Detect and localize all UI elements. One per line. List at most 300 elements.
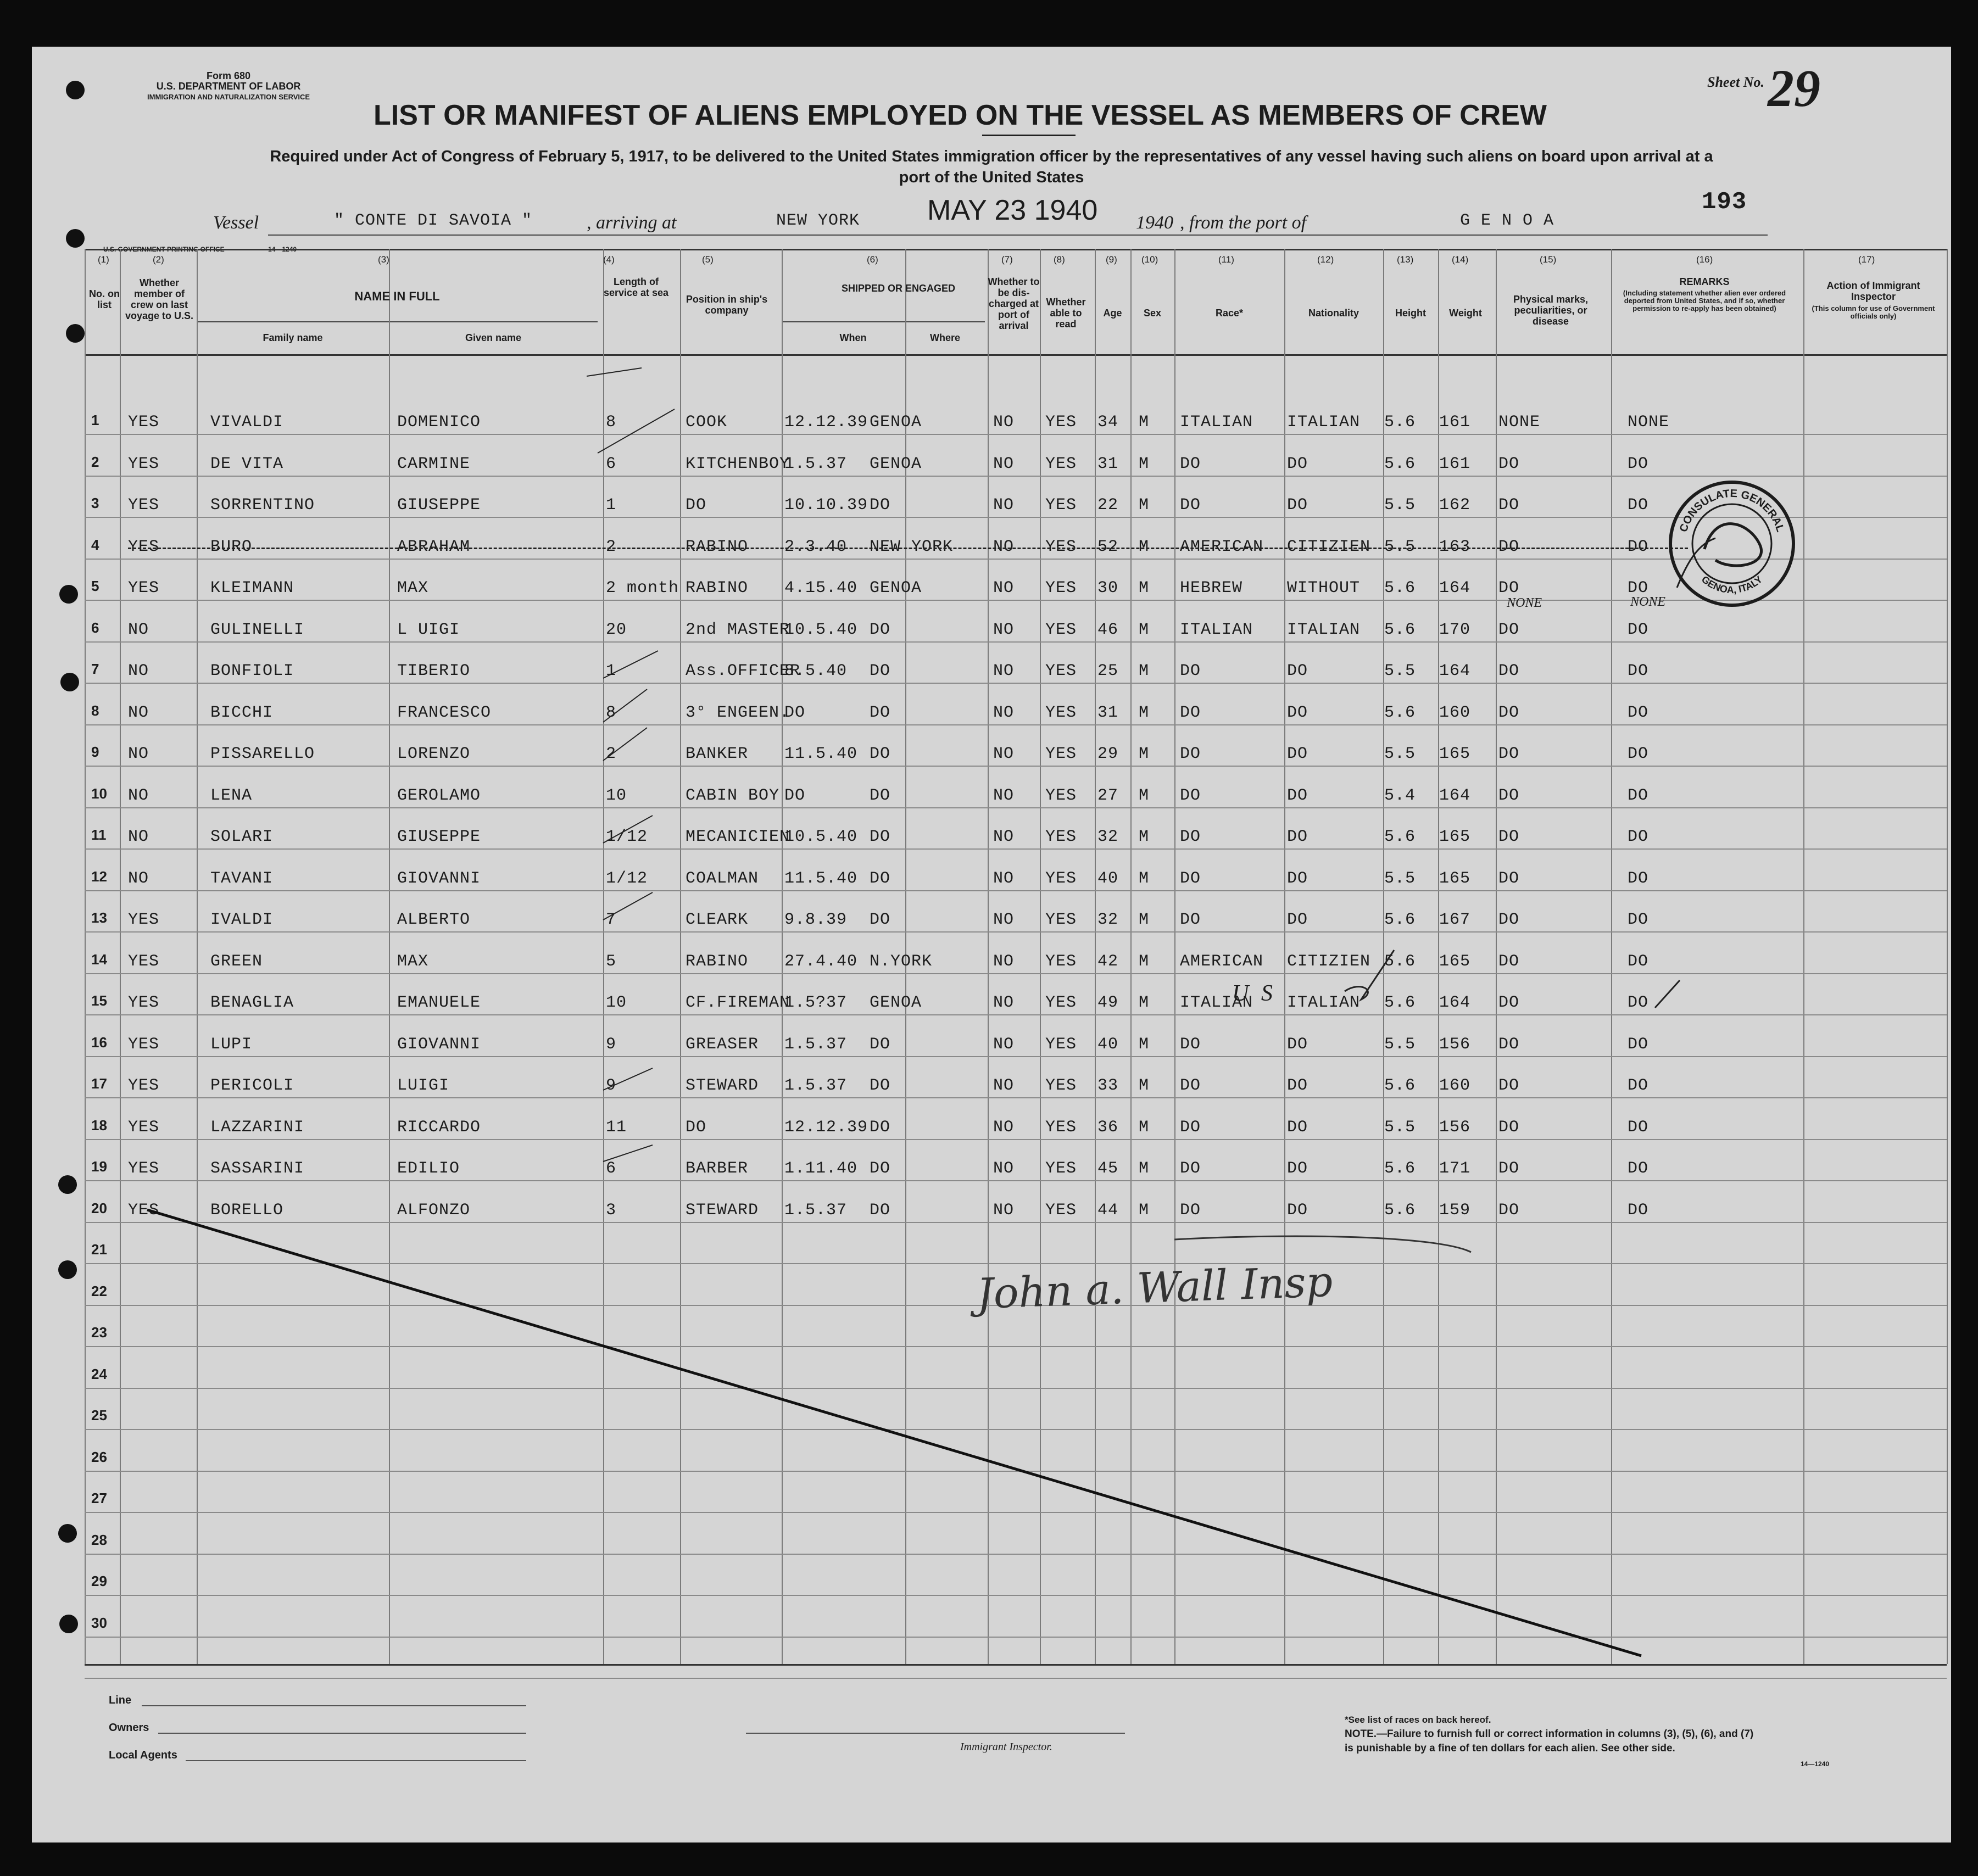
physical-marks-cell: DO [1498,662,1520,680]
given-name-cell: EDILIO [397,1159,460,1178]
crew-member-cell: YES [128,579,160,598]
subtitle-line-2: port of the United States [899,169,1084,186]
header-family-name: Family name [263,332,323,343]
col-number: (8) [1054,254,1065,265]
sex-cell: M [1139,1118,1150,1137]
tick-mark [603,689,647,722]
form-number: Form 680 [207,70,251,81]
age-cell: 27 [1097,786,1119,805]
header-no-on-list: No. on list [89,288,120,310]
family-name-cell: GREEN [210,952,263,971]
given-name-cell: RICCARDO [397,1118,481,1137]
race-cell: DO [1180,1201,1201,1220]
service: IMMIGRATION AND NATURALIZATION SERVICE [147,93,310,101]
age-cell: 31 [1097,455,1119,473]
race-cell: HEBREW [1180,579,1243,598]
given-name-cell: GIUSEPPE [397,496,481,515]
row-number: 7 [91,661,99,677]
position-cell: 3° ENGEEN. [686,704,790,722]
age-cell: 22 [1097,496,1119,515]
service-length-cell: 6 [606,1159,617,1178]
weight-cell: 170 [1439,621,1471,639]
row-number: 8 [91,702,99,719]
shipped-where-cell: GENOA [870,413,922,432]
row-number: 27 [91,1490,107,1506]
physical-marks-cell: DO [1498,579,1520,598]
discharged-cell: NO [993,1201,1015,1220]
position-cell: STEWARD [686,1201,759,1220]
physical-marks-cell: DO [1498,828,1520,846]
col-number: (3) [378,254,389,265]
age-cell: 40 [1097,1035,1119,1054]
height-cell: 5.5 [1384,1035,1416,1054]
physical-marks-cell: DO [1498,455,1520,473]
sex-cell: M [1139,621,1150,639]
position-cell: COALMAN [686,869,759,888]
print-code-bottom: 14—1240 [1801,1760,1830,1768]
shipped-when-cell: 11.5.40 [784,745,858,763]
shipped-when-cell: 2.3.40 [784,538,848,556]
footer-agents-label: Local Agents [109,1749,177,1761]
position-cell: DO [686,496,707,515]
physical-marks-cell: DO [1498,704,1520,722]
row-number: 14 [91,951,107,968]
header-crew-last-voyage: Whether member of crew on last voyage to U.S. [125,277,194,321]
race-cell: DO [1180,745,1201,763]
height-cell: 5.6 [1384,413,1416,432]
shipped-when-cell: 9.8.39 [784,911,848,929]
family-name-cell: BENAGLIA [210,993,294,1012]
row-number: 20 [91,1200,107,1216]
header-given-name: Given name [465,332,522,343]
remarks-cell: DO [1628,621,1649,639]
remarks-cell: DO [1628,1118,1649,1137]
remarks-cell: DO [1628,745,1649,763]
position-cell: CLEARK [686,911,749,929]
given-name-cell: MAX [397,579,429,598]
row-number: 11 [91,827,107,843]
height-cell: 5.5 [1384,538,1416,556]
discharged-cell: NO [993,786,1015,805]
family-name-cell: BONFIOLI [210,662,294,680]
age-cell: 29 [1097,745,1119,763]
physical-marks-cell: DO [1498,952,1520,971]
remarks-cell: DO [1628,1201,1649,1220]
nationality-cell: ITALIAN [1287,993,1361,1012]
weight-cell: 164 [1439,579,1471,598]
date-stamp: MAY 23 1940 [927,194,1098,226]
able-to-read-cell: YES [1045,579,1077,598]
physical-marks-cell: DO [1498,1076,1520,1095]
position-cell: BARBER [686,1159,749,1178]
footer-owners-rule [158,1733,526,1734]
nationality-cell: DO [1287,1076,1308,1095]
sex-cell: M [1139,662,1150,680]
age-cell: 34 [1097,413,1119,432]
col-number: (6) [867,254,878,265]
age-cell: 52 [1097,538,1119,556]
crew-member-cell: NO [128,828,149,846]
tick-mark [603,1145,653,1162]
shipped-when-cell: 27.4.40 [784,952,858,971]
age-cell: 30 [1097,579,1119,598]
header-position: Position in ship's company [686,294,768,316]
crew-member-cell: NO [128,662,149,680]
shipped-when-cell: 1.5?37 [784,993,848,1012]
crew-member-cell: YES [128,1201,160,1220]
sex-cell: M [1139,786,1150,805]
signature-flourish [1174,1236,1471,1252]
tick-mark [587,368,642,376]
row-number: 17 [91,1075,107,1092]
crew-member-cell: YES [128,993,160,1012]
physical-marks-cell: DO [1498,869,1520,888]
height-cell: 5.6 [1384,911,1416,929]
height-cell: 5.5 [1384,869,1416,888]
height-cell: 5.5 [1384,1118,1416,1137]
tick-mark [603,1068,653,1090]
service-length-cell: 7 [606,911,617,929]
service-length-cell: 10 [606,786,627,805]
crew-member-cell: NO [128,704,149,722]
subtitle: Required under Act of Congress of February 5, 1917, to be delivered to the United States immigration officer by the representatives of any vessel having such aliens on board upon arrival at a [270,148,1713,165]
weight-cell: 171 [1439,1159,1471,1178]
race-cell: DO [1180,704,1201,722]
weight-cell: 163 [1439,538,1471,556]
header-able-read: Whether able to read [1046,297,1086,330]
age-cell: 49 [1097,993,1119,1012]
family-name-cell: LAZZARINI [210,1118,305,1137]
remarks-cell: DO [1628,579,1649,598]
col-number: (2) [153,254,164,265]
nationality-cell: DO [1287,662,1308,680]
stamp-text-top: CONSULATE GENERAL [1677,487,1787,534]
discharged-cell: NO [993,538,1015,556]
physical-marks-cell: NONE [1498,413,1541,432]
row-number: 26 [91,1449,107,1465]
footer-line-rule [142,1705,526,1706]
age-cell: 36 [1097,1118,1119,1137]
able-to-read-cell: YES [1045,828,1077,846]
given-name-cell: DOMENICO [397,413,481,432]
crew-member-cell: NO [128,621,149,639]
race-cell: AMERICAN [1180,538,1264,556]
position-cell: BANKER [686,745,749,763]
nationality-cell: DO [1287,745,1308,763]
service-length-cell: 10 [606,993,627,1012]
physical-marks-cell: DO [1498,621,1520,639]
race-cell: DO [1180,869,1201,888]
race-cell: AMERICAN [1180,952,1264,971]
col-number: (10) [1141,254,1158,265]
physical-marks-cell: DO [1498,538,1520,556]
row-number: 2 [91,454,99,470]
remarks-cell: DO [1628,455,1649,473]
shipped-where-cell: GENOA [870,993,922,1012]
position-cell: CABIN BOY [686,786,780,805]
sex-cell: M [1139,1159,1150,1178]
given-name-cell: LORENZO [397,745,471,763]
remarks-cell: NONE [1628,413,1670,432]
handwritten-us: U S [1232,981,1276,1006]
remarks-cell: DO [1628,496,1649,515]
discharged-cell: NO [993,1076,1015,1095]
given-name-cell: ABRAHAM [397,538,471,556]
family-name-cell: GULINELLI [210,621,305,639]
shipped-when-cell: DO [784,786,806,805]
able-to-read-cell: YES [1045,911,1077,929]
stamp-text-bottom: GENOA, ITALY [1699,573,1765,596]
shipped-where-cell: DO [870,828,891,846]
service-length-cell: 5 [606,952,617,971]
age-cell: 33 [1097,1076,1119,1095]
remarks-cell: DO [1628,1076,1649,1095]
position-cell: MECANICIEN [686,828,790,846]
shipped-where-cell: DO [870,869,891,888]
sex-cell: M [1139,1201,1150,1220]
able-to-read-cell: YES [1045,1035,1077,1054]
given-name-cell: FRANCESCO [397,704,492,722]
sheet-number: 29 [1768,59,1820,118]
manifest-sheet [32,47,1951,1843]
header-remarks-note: (Including statement whether alien ever ordered deported from United States, and if so, whether permission to re-apply has been obtained) [1623,289,1786,312]
physical-marks-cell: DO [1498,745,1520,763]
header-remarks: REMARKS [1679,276,1730,287]
service-length-cell: 8 [606,704,617,722]
age-cell: 32 [1097,911,1119,929]
row-number: 6 [91,619,99,636]
nationality-cell: DO [1287,704,1308,722]
crew-member-cell: YES [128,455,160,473]
header-action: Action of Immigrant Inspector [1826,280,1920,302]
header-sex: Sex [1143,308,1162,319]
shipped-where-cell: DO [870,745,891,763]
position-cell: COOK [686,413,728,432]
physical-marks-cell: DO [1498,786,1520,805]
able-to-read-cell: YES [1045,662,1077,680]
service-length-cell: 2 [606,538,617,556]
position-cell: 2nd MASTER [686,621,790,639]
arrival-port: NEW YORK [776,211,860,230]
given-name-cell: ALFONZO [397,1201,471,1220]
able-to-read-cell: YES [1045,621,1077,639]
able-to-read-cell: YES [1045,538,1077,556]
vessel-name: " CONTE DI SAVOIA " [334,211,533,230]
row-number: 22 [91,1283,107,1299]
given-name-cell: EMANUELE [397,993,481,1012]
header-weight: Weight [1449,308,1482,319]
crew-member-cell: YES [128,538,160,556]
row-number: 5 [91,578,99,594]
shipped-when-cell: 1.5.37 [784,455,848,473]
department: U.S. DEPARTMENT OF LABOR [156,81,301,92]
departure-port: G E N O A [1460,211,1554,230]
nationality-cell: CITIZIEN [1287,952,1371,971]
service-length-cell: 20 [606,621,627,639]
col-number: (16) [1696,254,1713,265]
able-to-read-cell: YES [1045,1118,1077,1137]
page-title: LIST OR MANIFEST OF ALIENS EMPLOYED ON THE VESSEL AS MEMBERS OF CREW [374,99,1547,131]
ink-strokes [32,47,1951,1843]
physical-marks-cell: DO [1498,911,1520,929]
remarks-cell: DO [1628,869,1649,888]
remarks-cell: DO [1628,786,1649,805]
crew-member-cell: YES [128,1076,160,1095]
height-cell: 5.6 [1384,455,1416,473]
family-name-cell: BORELLO [210,1201,284,1220]
height-cell: 5.6 [1384,621,1416,639]
weight-cell: 161 [1439,455,1471,473]
position-cell: CF.FIREMAN [686,993,790,1012]
handwritten-none-marks: NONE [1507,596,1542,610]
shipped-where-cell: DO [870,1076,891,1095]
physical-marks-cell: DO [1498,1159,1520,1178]
cancel-diagonal-line [147,1210,1641,1656]
nationality-cell: CITIZIEN [1287,538,1371,556]
sex-cell: M [1139,952,1150,971]
discharged-cell: NO [993,869,1015,888]
header-physical-marks: Physical marks, peculiarities, or disease [1513,294,1589,327]
height-cell: 5.6 [1384,1201,1416,1220]
family-name-cell: LUPI [210,1035,253,1054]
header-nationality: Nationality [1308,308,1359,319]
sex-cell: M [1139,455,1150,473]
shipped-when-cell: 1.5.37 [784,1201,848,1220]
shipped-when-cell: 1.11.40 [784,1159,858,1178]
shipped-where-cell: DO [870,496,891,515]
position-cell: GREASER [686,1035,759,1054]
age-cell: 32 [1097,828,1119,846]
service-length-cell: 6 [606,455,617,473]
remarks-cell: DO [1628,704,1649,722]
tick-mark [603,651,658,678]
vessel-label: Vessel [213,213,259,233]
discharged-cell: NO [993,993,1015,1012]
penalty-note-2: is punishable by a fine of ten dollars for each alien. See other side. [1345,1743,1675,1754]
row-number: 12 [91,868,107,885]
col-number: (7) [1001,254,1013,265]
service-length-cell: 2 [606,745,617,763]
service-length-cell: 3 [606,1201,617,1220]
remarks-cell: DO [1628,1035,1649,1054]
footer-agents-rule [186,1760,526,1761]
col-number: (11) [1218,254,1234,265]
discharged-cell: NO [993,1118,1015,1137]
discharged-cell: NO [993,621,1015,639]
shipped-where-cell: GENOA [870,579,922,598]
arriving-label: , arriving at [587,213,677,233]
able-to-read-cell: YES [1045,1159,1077,1178]
remarks-cell: DO [1628,1159,1649,1178]
race-cell: ITALIAN [1180,621,1253,639]
shipped-where-cell: DO [870,1035,891,1054]
footer-line-label: Line [109,1694,132,1706]
races-note: *See list of races on back hereof. [1345,1715,1491,1725]
race-cell: DO [1180,786,1201,805]
weight-cell: 165 [1439,828,1471,846]
header-age: Age [1103,308,1122,319]
position-cell: RABINO [686,538,749,556]
shipped-where-cell: DO [870,786,891,805]
nationality-cell: DO [1287,911,1308,929]
nationality-cell: DO [1287,786,1308,805]
weight-cell: 165 [1439,952,1471,971]
position-cell: KITCHENBOY [686,455,790,473]
tick-mark [603,892,653,920]
weight-cell: 165 [1439,869,1471,888]
race-cell: DO [1180,1035,1201,1054]
physical-marks-cell: DO [1498,1118,1520,1137]
weight-cell: 156 [1439,1035,1471,1054]
crew-member-cell: NO [128,745,149,763]
position-cell: RABINO [686,579,749,598]
discharged-cell: NO [993,1159,1015,1178]
family-name-cell: TAVANI [210,869,274,888]
row-number: 3 [91,495,99,511]
weight-cell: 161 [1439,413,1471,432]
family-name-cell: IVALDI [210,911,274,929]
header-shipped: SHIPPED OR ENGAGED [841,283,956,294]
row-number: 4 [91,537,99,553]
nationality-cell: DO [1287,1201,1308,1220]
shipped-where-cell: GENOA [870,455,922,473]
service-length-cell: 1 [606,662,617,680]
service-length-cell: 1 [606,496,617,515]
age-cell: 25 [1097,662,1119,680]
header-discharged: Whether to be dis-charged at port of arrival [988,276,1040,331]
col-number: (9) [1106,254,1117,265]
age-cell: 46 [1097,621,1119,639]
tick-mark [603,728,647,761]
row-number: 16 [91,1034,107,1051]
service-length-cell: 9 [606,1035,617,1054]
sex-cell: M [1139,911,1150,929]
discharged-cell: NO [993,911,1015,929]
shipped-where-cell: DO [870,1159,891,1178]
height-cell: 5.6 [1384,579,1416,598]
age-cell: 44 [1097,1201,1119,1220]
sex-cell: M [1139,869,1150,888]
row-number: 23 [91,1324,107,1341]
crew-member-cell: NO [128,869,149,888]
row-number: 30 [91,1615,107,1631]
position-cell: DO [686,1118,707,1137]
nationality-cell: ITALIAN [1287,413,1361,432]
shipped-when-cell: 11.5.40 [784,869,858,888]
weight-cell: 156 [1439,1118,1471,1137]
given-name-cell: LUIGI [397,1076,450,1095]
able-to-read-cell: YES [1045,993,1077,1012]
position-cell: Ass.OFFICER [686,662,801,680]
shipped-when-cell: 10.10.39 [784,496,868,515]
remarks-cell: DO [1628,911,1649,929]
from-port-label: , from the port of [1180,213,1307,233]
shipped-when-cell: 4.15.40 [784,579,858,598]
shipped-when-cell: 10.5.40 [784,621,858,639]
col-number: (15) [1540,254,1557,265]
shipped-when-cell: 1.5.37 [784,1076,848,1095]
age-cell: 42 [1097,952,1119,971]
tick-mark [1655,980,1680,1008]
discharged-cell: NO [993,952,1015,971]
page-number: 193 [1702,188,1747,216]
weight-cell: 164 [1439,662,1471,680]
position-cell: RABINO [686,952,749,971]
given-name-cell: MAX [397,952,429,971]
row-number: 13 [91,909,107,926]
race-cell: ITALIAN [1180,413,1253,432]
header-where: Where [929,332,960,343]
